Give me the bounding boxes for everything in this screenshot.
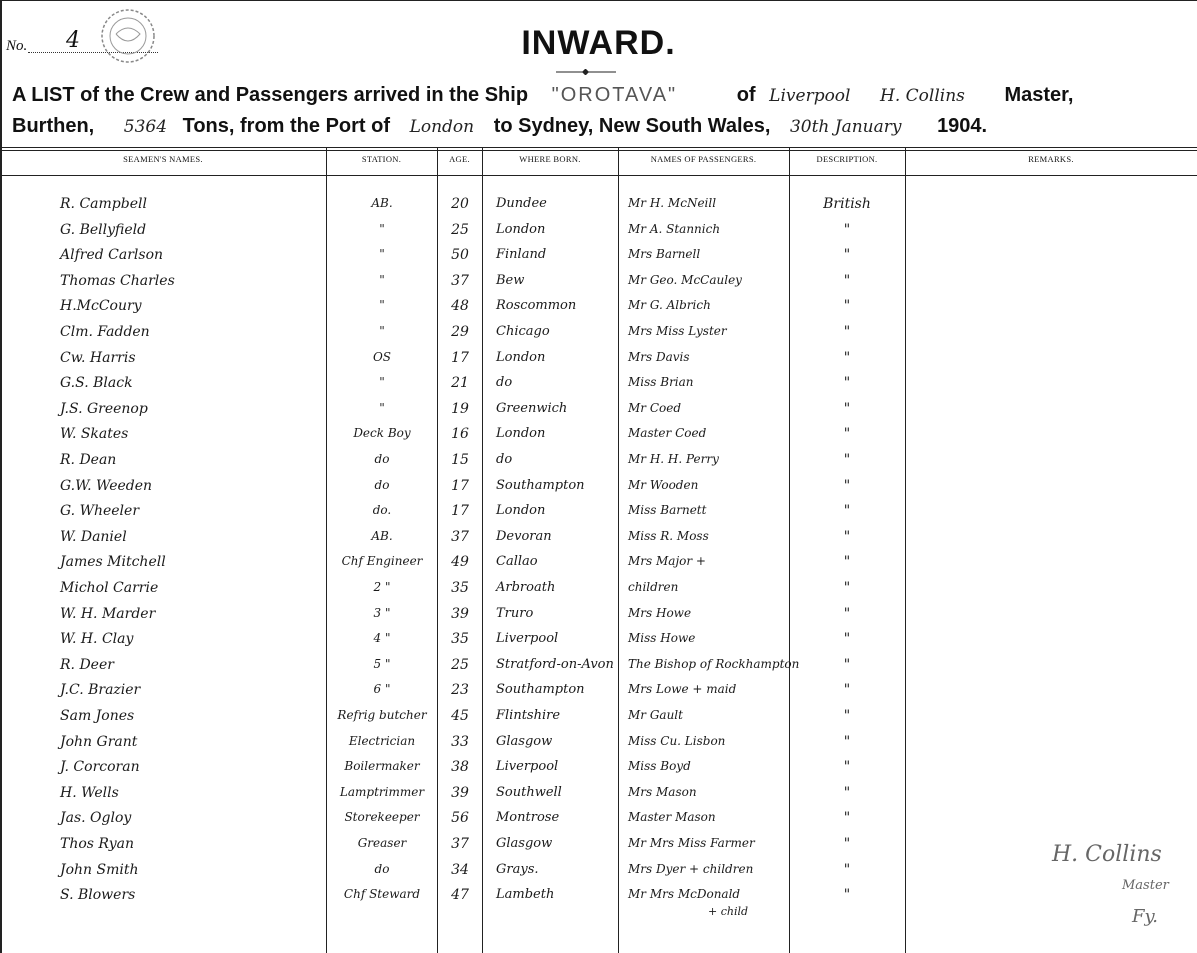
passenger-name: Mrs Lowe + maid [628, 682, 737, 696]
passenger-name: Mr Gault [628, 708, 683, 722]
passenger-name: Mr A. Stannich [628, 222, 721, 236]
seaman-name: Thomas Charles [60, 273, 175, 289]
seaman-name: W. Skates [60, 426, 129, 442]
age: 37 [451, 836, 469, 852]
where-born: Lambeth [496, 887, 555, 902]
seaman-name: W. H. Marder [60, 606, 156, 622]
header-line-2 [12, 115, 987, 138]
age: 16 [451, 426, 469, 442]
description: " [843, 529, 851, 545]
age: 34 [451, 862, 469, 878]
seaman-name: J.C. Brazier [60, 682, 141, 698]
of-label: of [736, 84, 756, 106]
age: 47 [451, 887, 469, 903]
where-born: Liverpool [496, 759, 559, 774]
where-born: Stratford-on-Avon [496, 657, 614, 672]
seaman-name: G.W. Weeden [60, 478, 153, 494]
seaman-name: Thos Ryan [60, 836, 134, 852]
station: OS [372, 350, 392, 364]
station: " [379, 222, 385, 236]
age: 35 [451, 631, 469, 647]
description: British [823, 196, 871, 212]
station: " [379, 401, 385, 415]
ship-name: "OROTAVA" [551, 84, 678, 106]
passenger-name: children [628, 580, 679, 594]
description: " [843, 887, 851, 903]
seaman-name: Jas. Ogloy [60, 810, 132, 826]
age: 39 [451, 785, 469, 801]
where-born: Chicago [496, 324, 550, 339]
passenger-continuation: + child [708, 905, 749, 918]
col-header-station: STATION. [361, 154, 402, 164]
description: " [843, 734, 851, 750]
signature-title: Master [1122, 878, 1169, 893]
description: " [843, 324, 851, 340]
description: " [843, 350, 851, 366]
where-born: Callao [496, 554, 538, 569]
col-header-passengers: NAMES OF PASSENGERS. [650, 154, 757, 164]
table-top-rule-2 [0, 150, 1197, 151]
col-divider-station [326, 147, 327, 953]
title-ornament [556, 69, 616, 75]
station: Refrig butcher [337, 708, 427, 722]
age: 17 [451, 478, 469, 494]
description: " [843, 478, 851, 494]
seaman-name: R. Dean [60, 452, 117, 468]
age: 37 [451, 529, 469, 545]
list-prefix: A LIST of the Crew and Passengers arrived in the Ship [12, 84, 529, 106]
passenger-name: Mr Geo. McCauley [628, 273, 742, 287]
station: Greaser [357, 836, 407, 850]
where-born: do [496, 452, 513, 467]
where-born: London [496, 350, 546, 365]
table-header-rule [0, 175, 1197, 176]
where-born: Finland [496, 247, 547, 262]
seaman-name: G. Bellyfield [60, 222, 147, 238]
where-born: Southwell [496, 785, 562, 800]
station: " [379, 375, 385, 389]
where-born: Truro [496, 606, 534, 621]
passenger-name: Mrs Major + [628, 554, 706, 568]
passenger-name: Master Coed [628, 426, 707, 440]
age: 50 [451, 247, 469, 263]
col-header-age: AGE. [449, 154, 470, 164]
seaman-name: R. Deer [60, 657, 114, 673]
description: " [843, 785, 851, 801]
arrival-date: 30th January [789, 117, 902, 137]
passenger-name: Miss Howe [628, 631, 696, 645]
description: " [843, 657, 851, 673]
where-born: Liverpool [496, 631, 559, 646]
signature-initials: Fy. [1132, 906, 1158, 927]
where-born: Montrose [496, 810, 560, 825]
station: 3 " [373, 606, 391, 620]
station: Chf Engineer [341, 554, 423, 568]
where-born: Greenwich [496, 401, 568, 416]
age: 21 [451, 375, 469, 391]
passenger-name: Master Mason [628, 810, 716, 824]
header-line-1 [12, 84, 1073, 107]
station: " [379, 273, 385, 287]
where-born: Flintshire [496, 708, 561, 723]
seaman-name: Michol Carrie [60, 580, 159, 596]
passenger-name: Mr Mrs Miss Farmer [628, 836, 755, 850]
where-born: London [496, 426, 546, 441]
col-divider-remarks [905, 147, 906, 953]
where-born: London [496, 503, 546, 518]
station: Boilermaker [344, 759, 420, 773]
age: 20 [451, 196, 469, 212]
where-born: Dundee [496, 196, 547, 211]
seaman-name: W. Daniel [60, 529, 127, 545]
description: " [843, 580, 851, 596]
passenger-name: Miss Brian [628, 375, 694, 389]
where-born: London [496, 222, 546, 237]
seaman-name: J. Corcoran [60, 759, 140, 775]
seaman-name: James Mitchell [60, 554, 166, 570]
description: " [843, 708, 851, 724]
where-born: Devoran [496, 529, 552, 544]
age: 49 [451, 554, 469, 570]
age: 25 [451, 222, 469, 238]
master-label: Master, [1004, 84, 1074, 106]
col-header-born: WHERE BORN. [519, 154, 581, 164]
from-port: London [409, 117, 475, 137]
age: 17 [451, 503, 469, 519]
page-top-border [0, 0, 1197, 1]
passenger-name: Mr Wooden [628, 478, 699, 492]
description: " [843, 682, 851, 698]
seaman-name: H.McCoury [60, 298, 142, 314]
passenger-name: Miss Barnett [628, 503, 707, 517]
station: do [374, 862, 390, 876]
passenger-name: Miss Cu. Lisbon [628, 734, 726, 748]
age: 38 [451, 759, 469, 775]
where-born: Arbroath [496, 580, 556, 595]
station: do [374, 452, 390, 466]
description: " [843, 631, 851, 647]
where-born: Southampton [496, 682, 585, 697]
description: " [843, 247, 851, 263]
passenger-name: Mrs Howe [628, 606, 692, 620]
station: " [379, 247, 385, 261]
description: " [843, 375, 851, 391]
col-header-names: SEAMEN'S NAMES. [123, 154, 203, 164]
master-name: H. Collins [880, 86, 965, 106]
station: 2 " [373, 580, 391, 594]
to-label: to Sydney, New South Wales, [493, 115, 771, 137]
col-divider-born [482, 147, 483, 953]
col-header-remarks: REMARKS. [1028, 154, 1074, 164]
seaman-name: Cw. Harris [60, 350, 136, 366]
age: 29 [451, 324, 469, 340]
col-divider-description [789, 147, 790, 953]
age: 35 [451, 580, 469, 596]
description: " [843, 759, 851, 775]
table-top-rule [0, 147, 1197, 148]
seaman-name: G.S. Black [60, 375, 133, 391]
station: Deck Boy [353, 426, 411, 440]
description: " [843, 554, 851, 570]
age: 56 [451, 810, 469, 826]
passenger-name: Mr Coed [628, 401, 682, 415]
list-number: 4 [66, 28, 80, 53]
station: 6 " [373, 682, 391, 696]
seaman-name: John Grant [60, 734, 138, 750]
seaman-name: Alfred Carlson [60, 247, 164, 263]
description: " [843, 222, 851, 238]
age: 39 [451, 606, 469, 622]
description: " [843, 862, 851, 878]
description: " [843, 810, 851, 826]
seaman-name: R. Campbell [60, 196, 147, 212]
tons-from-label: Tons, from the Port of [182, 115, 391, 137]
age: 19 [451, 401, 469, 417]
station: " [379, 298, 385, 312]
age: 23 [451, 682, 469, 698]
passenger-name: Mrs Mason [628, 785, 697, 799]
station: Electrician [348, 734, 416, 748]
passenger-name: Mr H. McNeill [628, 196, 717, 210]
where-born: Southampton [496, 478, 585, 493]
seaman-name: J.S. Greenop [60, 401, 148, 417]
passenger-name: Mrs Dyer + children [628, 862, 754, 876]
where-born: Glasgow [496, 836, 553, 851]
burthen-value: 5364 [123, 117, 168, 137]
description: " [843, 836, 851, 852]
where-born: Roscommon [496, 298, 577, 313]
passenger-name: Mr H. H. Perry [628, 452, 719, 466]
seaman-name: W. H. Clay [60, 631, 134, 647]
seaman-name: H. Wells [60, 785, 119, 801]
passenger-name: Mrs Barnell [628, 247, 701, 261]
where-born: do [496, 375, 513, 390]
seaman-name: John Smith [60, 862, 139, 878]
age: 25 [451, 657, 469, 673]
age: 45 [451, 708, 469, 724]
burthen-label: Burthen, [12, 115, 95, 137]
where-born: Grays. [496, 862, 539, 877]
passenger-name: Miss Boyd [628, 759, 691, 773]
page-title: INWARD. [521, 24, 676, 62]
port-of-registry: Liverpool [769, 86, 851, 106]
passenger-name: Miss R. Moss [628, 529, 709, 543]
seaman-name: Sam Jones [60, 708, 135, 724]
station: do. [372, 503, 392, 517]
description: " [843, 503, 851, 519]
page-left-border [0, 0, 2, 953]
description: " [843, 452, 851, 468]
age: 33 [451, 734, 469, 750]
col-divider-passengers [618, 147, 619, 953]
where-born: Glasgow [496, 734, 553, 749]
arrival-year: 1904. [937, 115, 988, 137]
station: do [374, 478, 390, 492]
station: Storekeeper [344, 810, 420, 824]
description: " [843, 606, 851, 622]
passenger-name: Mr G. Albrich [628, 298, 711, 312]
passenger-name: The Bishop of Rockhampton [628, 657, 800, 671]
master-signature: H. Collins [1052, 842, 1162, 867]
passenger-name: Mrs Miss Lyster [628, 324, 727, 338]
station: Lamptrimmer [339, 785, 425, 799]
description: " [843, 273, 851, 289]
passenger-name: Mr Mrs McDonald [628, 887, 741, 901]
station: AB. [371, 529, 393, 543]
col-divider-age [437, 147, 438, 953]
description: " [843, 401, 851, 417]
station: 5 " [373, 657, 391, 671]
where-born: Bew [496, 273, 525, 288]
seaman-name: Clm. Fadden [60, 324, 150, 340]
age: 15 [451, 452, 469, 468]
description: " [843, 298, 851, 314]
seaman-name: G. Wheeler [60, 503, 140, 519]
station: AB. [371, 196, 393, 210]
number-label: No. [6, 38, 28, 54]
age: 17 [451, 350, 469, 366]
station: " [379, 324, 385, 338]
age: 48 [451, 298, 469, 314]
station: Chf Steward [343, 887, 421, 901]
station: 4 " [373, 631, 391, 645]
passenger-name: Mrs Davis [628, 350, 690, 364]
col-header-description: DESCRIPTION. [816, 154, 878, 164]
age: 37 [451, 273, 469, 289]
seaman-name: S. Blowers [60, 887, 136, 903]
description: " [843, 426, 851, 442]
